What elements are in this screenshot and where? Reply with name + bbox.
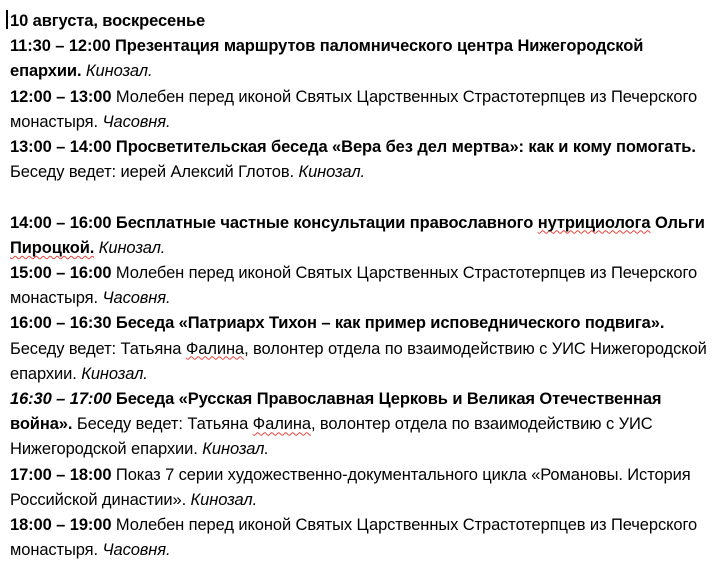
text-run: Ольги (650, 213, 705, 232)
text-run: 10 августа, воскресенье (10, 12, 206, 30)
event-1600 (10, 311, 708, 387)
date-heading (10, 9, 708, 34)
misspelled-word: Фалина (252, 415, 311, 434)
text-run: 17:00 – 18:00 (10, 465, 112, 484)
event-1130 (10, 34, 708, 84)
text-run: Кинозал. (85, 62, 153, 81)
text-cursor (6, 10, 8, 29)
text-run: Беседа «Русская Православная Церковь и Великая Отечественная война». (10, 390, 662, 434)
event-1500 (10, 261, 708, 311)
text-run: Молебен перед иконой Святых Царственных Страстотерпцев из Печерского монастыря. (10, 516, 698, 560)
text-run: 13:00 – 14:00 Просветительская беседа «Вера без дел мертва»: как и кому помогать. (10, 138, 696, 157)
text-run: Кинозал. (298, 163, 366, 182)
text-run: Часовня. (102, 541, 171, 560)
text-run: Кинозал. (98, 238, 166, 257)
text-run: Часовня. (102, 112, 171, 131)
text-run: Беседу ведет: Татьяна (10, 339, 186, 358)
text-run: Кинозал. (190, 490, 258, 509)
text-run: 16:00 – 16:30 Беседа «Патриарх Тихон – как пример исповеднического подвига». (10, 314, 665, 333)
text-run: Показ 7 серии художественно-документального цикла «Романовы. История Российской династии». (10, 465, 691, 509)
text-run: Кинозал. (202, 440, 269, 459)
document-body (10, 9, 708, 563)
text-run: 14:00 – 16:00 Бесплатные частные консультации православного (10, 213, 538, 232)
text-run: Часовня. (102, 289, 171, 308)
text-run: Кинозал. (81, 364, 148, 383)
text-run: 12:00 – 13:00 (10, 87, 112, 106)
text-run: Молебен перед иконой Святых Царственных Страстотерпцев из Печерского монастыря. (10, 87, 698, 131)
misspelled-word: нутрициолога (537, 213, 651, 232)
event-1630 (10, 387, 708, 463)
text-run: Беседу ведет: иерей Алексий Глотов. (10, 163, 299, 182)
text-run: 15:00 – 16:00 (10, 264, 112, 283)
blank-line (10, 185, 708, 210)
text-run: , волонтер отдела по взаимодействию с УИС Нижегородской епархии. (10, 339, 707, 383)
text-run: Беседу ведет: Татьяна (72, 415, 253, 434)
event-1200 (10, 85, 708, 135)
text-run: 11:30 – 12:00 Презентация маршрутов паломнического центра Нижегородской епархии. (10, 37, 644, 81)
text-run: 16:30 – 17:00 (10, 390, 112, 409)
misspelled-word: Фалина (185, 339, 245, 358)
event-1300 (10, 135, 708, 185)
event-1400 (10, 211, 708, 261)
event-1700 (10, 463, 708, 513)
misspelled-word: Пироцкой. (10, 238, 95, 257)
text-run: Молебен перед иконой Святых Царственных Страстотерпцев из Печерского монастыря. (10, 264, 698, 308)
event-1800 (10, 513, 708, 563)
text-run: , волонтер отдела по взаимодействию с УИС Нижегородской епархии. (10, 415, 653, 459)
text-run: 18:00 – 19:00 (10, 516, 112, 535)
